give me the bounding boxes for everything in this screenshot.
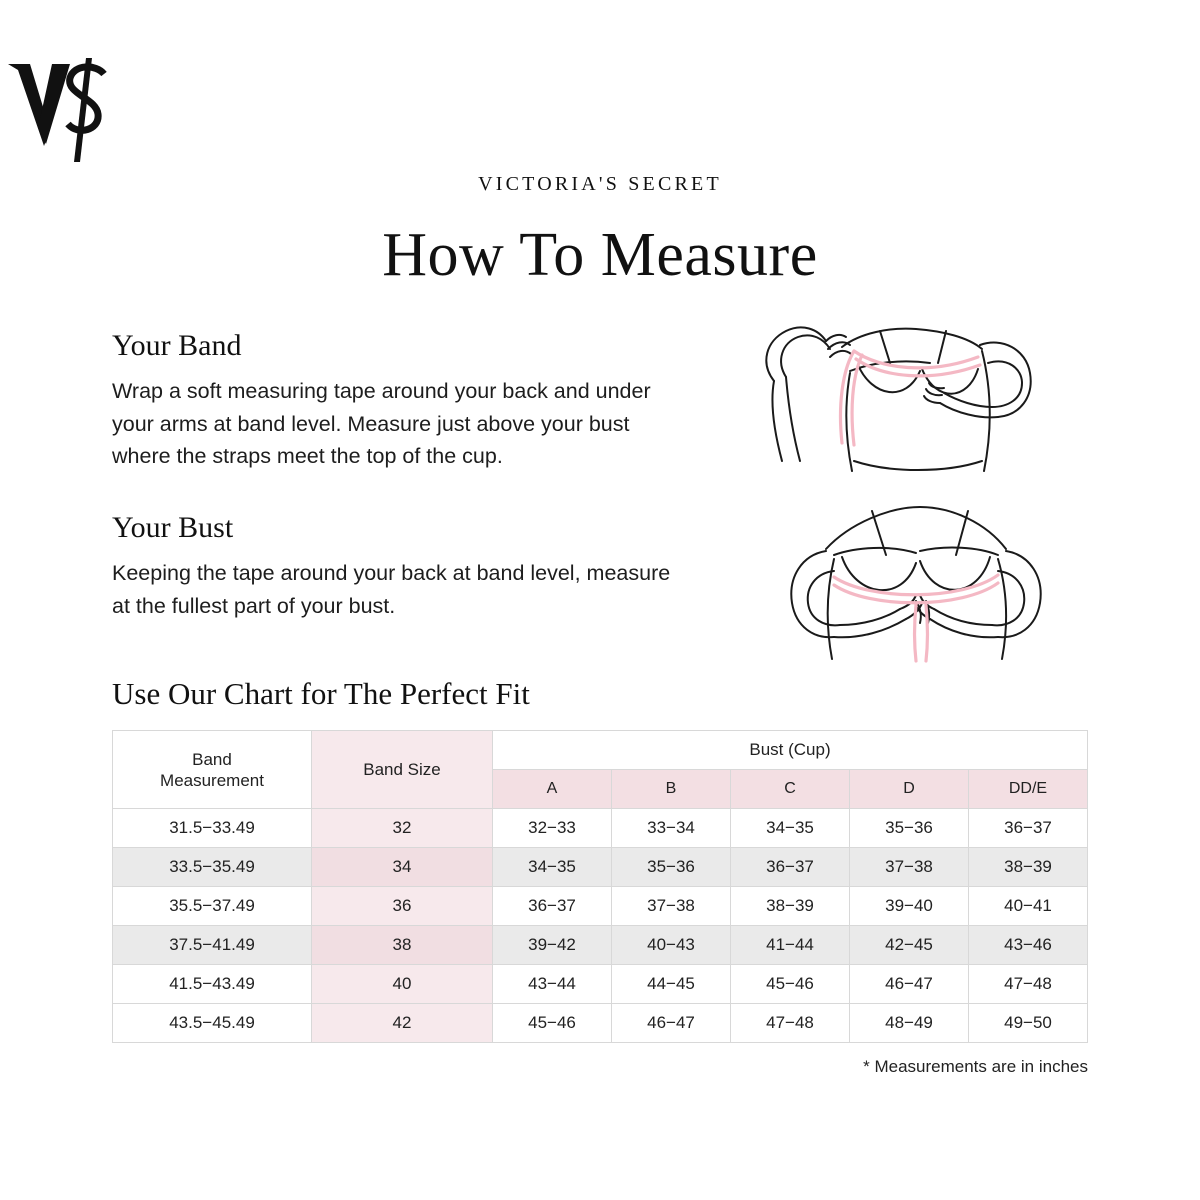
- table-row: [113, 965, 1088, 1004]
- cell-cup-b: 35−36: [612, 848, 731, 887]
- page-title: How To Measure: [382, 221, 818, 289]
- woman-measuring-band-illustration: [730, 311, 1090, 491]
- header-cup-a: A: [493, 770, 612, 809]
- brand-name: VICTORIA'S SECRET: [478, 173, 722, 195]
- cell-cup-dde: 49−50: [969, 1004, 1088, 1043]
- cell-cup-c: 38−39: [731, 887, 850, 926]
- table-row: [113, 887, 1088, 926]
- cell-cup-b: 40−43: [612, 926, 731, 965]
- table-row: [113, 809, 1088, 848]
- header-band-size: Band Size: [312, 731, 493, 809]
- cell-band-measurement: 41.5−43.49: [113, 965, 312, 1004]
- section-body-band: Wrap a soft measuring tape around your back and under your arms at band level. Measure just above your bust where the straps meet the top of the cup.: [112, 379, 651, 469]
- cell-cup-c: 34−35: [731, 809, 850, 848]
- cell-cup-a: 36−37: [493, 887, 612, 926]
- cell-band-measurement: 37.5−41.49: [113, 926, 312, 965]
- section-body-bust: Keeping the tape around your back at band level, measure at the fullest part of your bust.: [112, 561, 671, 618]
- header-cup-b: B: [612, 770, 731, 809]
- cell-cup-d: 39−40: [850, 887, 969, 926]
- cell-cup-b: 33−34: [612, 809, 731, 848]
- cell-band-size: 36: [312, 887, 493, 926]
- cell-cup-dde: 43−46: [969, 926, 1088, 965]
- measurement-units-footnote: * Measurements are in inches: [863, 1057, 1088, 1077]
- cell-cup-c: 47−48: [731, 1004, 850, 1043]
- cell-band-measurement: 43.5−45.49: [113, 1004, 312, 1043]
- cell-cup-a: 45−46: [493, 1004, 612, 1043]
- table-row: [113, 1004, 1088, 1043]
- header-cup-dde: DD/E: [969, 770, 1088, 809]
- header-bust-cup-group: Bust (Cup): [493, 731, 1088, 770]
- cell-cup-d: 42−45: [850, 926, 969, 965]
- cell-cup-b: 46−47: [612, 1004, 731, 1043]
- cell-band-measurement: 31.5−33.49: [113, 809, 312, 848]
- cell-cup-dde: 47−48: [969, 965, 1088, 1004]
- cell-cup-dde: 36−37: [969, 809, 1088, 848]
- header-cup-c: C: [731, 770, 850, 809]
- cell-cup-dde: 38−39: [969, 848, 1088, 887]
- cell-band-size: 40: [312, 965, 493, 1004]
- table-row: [113, 848, 1088, 887]
- size-chart-table: [112, 730, 1088, 1043]
- cell-cup-a: 39−42: [493, 926, 612, 965]
- header-band-measurement-line1: Band: [192, 749, 232, 769]
- brand-header: [0, 0, 1200, 196]
- cell-cup-c: 41−44: [731, 926, 850, 965]
- cell-band-measurement: 35.5−37.49: [113, 887, 312, 926]
- section-title-band: Your Band: [112, 329, 242, 362]
- section-title-bust: Your Bust: [112, 511, 234, 545]
- cell-cup-d: 37−38: [850, 848, 969, 887]
- cell-cup-c: 36−37: [731, 848, 850, 887]
- header-band-measurement: [113, 731, 312, 809]
- cell-cup-a: 43−44: [493, 965, 612, 1004]
- cell-band-size: 32: [312, 809, 493, 848]
- vs-monogram-icon: [0, 58, 1200, 163]
- cell-cup-a: 32−33: [493, 809, 612, 848]
- cell-cup-d: 46−47: [850, 965, 969, 1004]
- cell-band-size: 34: [312, 848, 493, 887]
- cell-cup-c: 45−46: [731, 965, 850, 1004]
- table-row: [113, 926, 1088, 965]
- cell-cup-dde: 40−41: [969, 887, 1088, 926]
- cell-cup-a: 34−35: [493, 848, 612, 887]
- table-header-row-group: [113, 731, 1088, 770]
- cell-band-size: 42: [312, 1004, 493, 1043]
- chart-heading: Use Our Chart for The Perfect Fit: [112, 676, 530, 712]
- cell-cup-d: 35−36: [850, 809, 969, 848]
- header-cup-d: D: [850, 770, 969, 809]
- section-your-band: [0, 329, 1200, 473]
- woman-measuring-bust-illustration: [730, 493, 1090, 673]
- cell-band-size: 38: [312, 926, 493, 965]
- header-band-measurement-line2: Measurement: [160, 770, 264, 790]
- size-chart-wrapper: [0, 730, 1200, 1043]
- cell-band-measurement: 33.5−35.49: [113, 848, 312, 887]
- cell-cup-d: 48−49: [850, 1004, 969, 1043]
- cell-cup-b: 44−45: [612, 965, 731, 1004]
- cell-cup-b: 37−38: [612, 887, 731, 926]
- section-your-bust: [0, 511, 1200, 622]
